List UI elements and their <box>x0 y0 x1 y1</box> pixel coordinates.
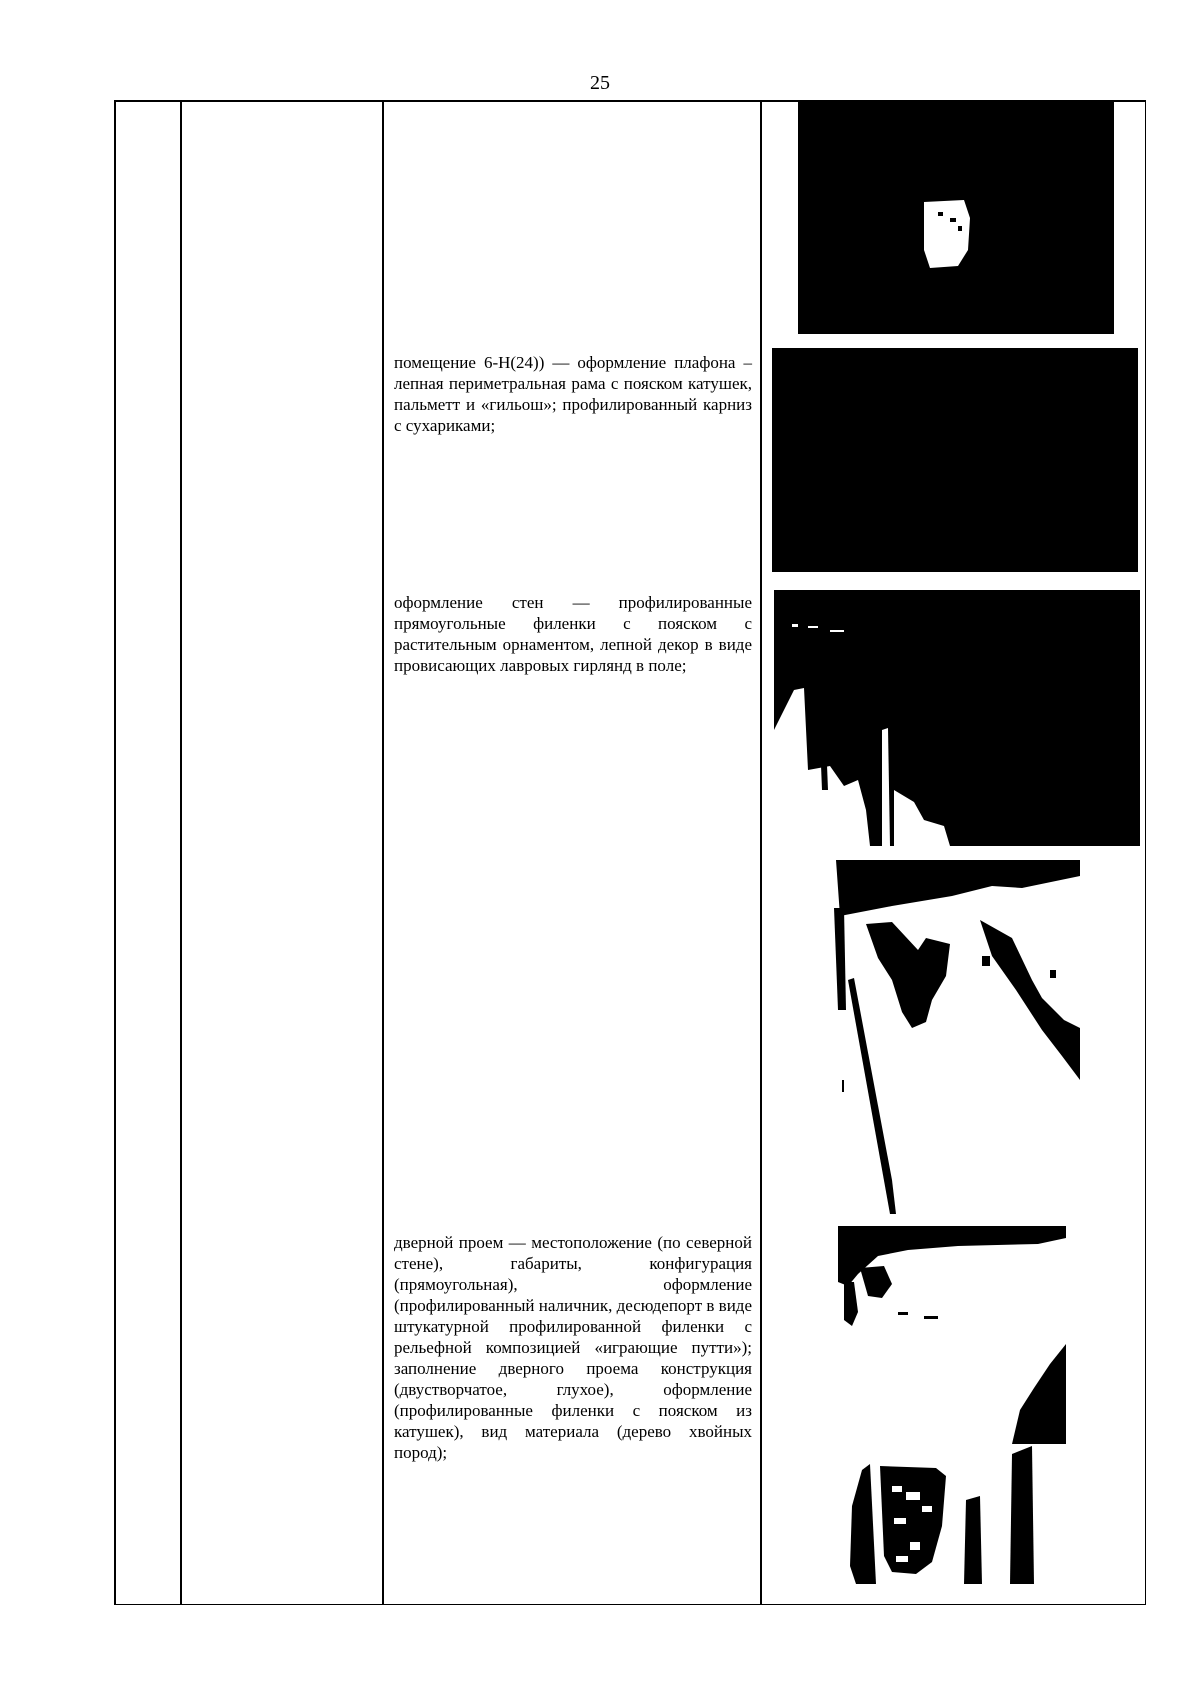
wall-panels-photo <box>774 590 1140 846</box>
table-left-border <box>114 100 116 1605</box>
door-leaf-photo <box>1010 1340 1066 1444</box>
doorway-description: дверной проем — местоположение (по северной стене), габариты, конфигурация (прямоугольная), оформление (профилированный наличник, десюдепорт в виде штукатурной профилированной филенки с рельефной композицией «играющие путти»); заполнение дверного проема конструкция (двустворчатое, глухое), оформление (профилированные филенки с пояском из катушек), вид материала (дерево хвойных пород); <box>394 1233 752 1462</box>
column-divider-1 <box>180 100 182 1605</box>
door-panel-photo <box>836 1446 1036 1584</box>
wall-panels-image <box>774 590 1140 846</box>
column-divider-3 <box>760 100 762 1605</box>
ceiling-lamp-photo <box>798 100 1114 334</box>
table-right-border <box>1145 100 1147 1605</box>
column-divider-2 <box>382 100 384 1605</box>
table-bottom-border <box>114 1604 1146 1606</box>
walls-description: оформление стен — профилированные прямоугольные филенки с пояском с растительным орнаментом, лепной декор в виде провисающих лавровых гирлянд в поле; <box>394 593 752 675</box>
door-leaf-image <box>1010 1340 1066 1444</box>
lamp-image <box>798 100 1114 334</box>
wall-garland-photo <box>832 860 1080 1214</box>
page-number: 25 <box>590 72 610 94</box>
ceiling-description: помещение 6-Н(24)) — оформление плафона – лепная периметральная рама с пояском катушек, пальметт и «гильош»; профилированный карниз с сухариками; <box>394 353 752 435</box>
overdoor-image <box>838 1226 1066 1336</box>
doorway-overdoor-photo <box>838 1226 1066 1336</box>
door-panel-image <box>836 1446 1036 1584</box>
ceiling-plafond-photo <box>772 348 1138 572</box>
wall-garland-image <box>832 860 1080 1214</box>
